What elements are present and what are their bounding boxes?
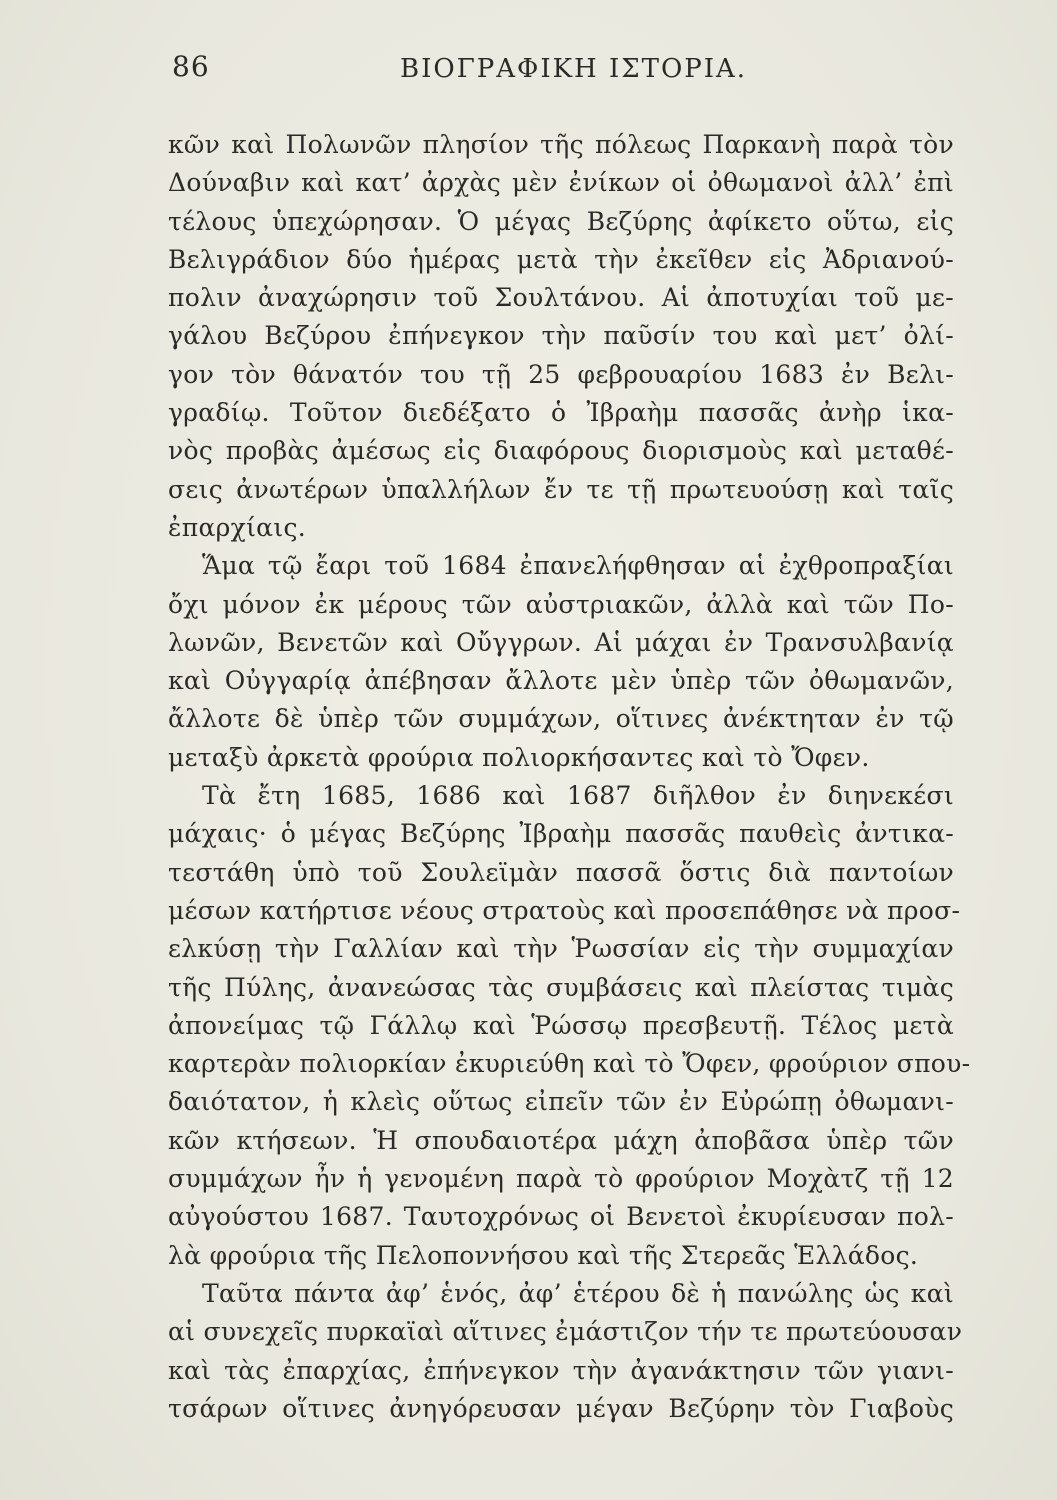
text-line: γραδίῳ. Τοῦτον διεδέξατο ὁ Ἰβραὴμ πασσᾶς ἀνὴρ ἱκα- [168,398,954,428]
text-line: καὶ Οὐγγαρίᾳ ἀπέβησαν ἄλλοτε μὲν ὑπὲρ τῶν ὀθωμανῶν, [168,666,954,696]
text-line: αἱ συνεχεῖς πυρκαϊαὶ αἵτινες ἐμάστιζον τήν τε πρωτεύουσαν [168,1317,963,1347]
text-line: τσάρων οἵτινες ἀνηγόρευσαν μέγαν Βεζύρην τὸν Γιαβοὺς [168,1393,954,1423]
text-line: Δούναβιν καὶ κατ’ ἀρχὰς μὲν ἐνίκων οἱ ὀθωμανοὶ ἀλλ’ ἐπὶ [168,168,954,198]
text-line: λωνῶν, Βενετῶν καὶ Οὔγγρων. Αἱ μάχαι ἐν Τρανσυλβανίᾳ [168,627,954,657]
text-line: σεις ἀνωτέρων ὑπαλλήλων ἔν τε τῇ πρωτευούσῃ καὶ ταῖς [168,474,954,504]
text-line: Ἅμα τῷ ἔαρι τοῦ 1684 ἐπανελήφθησαν αἱ ἐχθροπραξίαι [202,551,954,581]
text-line: λὰ φρούρια τῆς Πελοποννήσου καὶ τῆς Στερεᾶς Ἑλλάδος. [168,1240,919,1270]
text-line: μάχαις· ὁ μέγας Βεζύρης Ἰβραὴμ πασσᾶς παυθεὶς ἀντικα- [168,819,954,849]
text-line: νὸς προβὰς ἀμέσως εἰς διαφόρους διορισμοὺς καὶ μεταθέ- [168,436,954,466]
text-line: αὐγούστου 1687. Ταυτοχρόνως οἱ Βενετοὶ ἐκυρίευσαν πολ- [168,1202,954,1232]
text-line: τεστάθη ὑπὸ τοῦ Σουλεϊμὰν πασσᾶ ὅστις διὰ παντοίων [168,857,954,887]
text-line: γάλου Βεζύρου ἐπήνεγκον τὴν παῦσίν του καὶ μετ’ ὀλί- [168,321,954,351]
body-text [168,126,971,1428]
text-line: ἐπαρχίαις. [168,512,307,542]
text-line: μεταξὺ ἀρκετὰ φρούρια πολιορκήσαντες καὶ τὸ Ὄφεν. [168,742,870,772]
text-line: κῶν καὶ Πολωνῶν πλησίον τῆς πόλεως Παρκανὴ παρὰ τὸν [168,130,954,159]
running-head [172,50,952,100]
text-line: γον τὸν θάνατόν του τῇ 25 φεβρουαρίου 1683 ἐν Βελι- [168,359,954,389]
text-line: καρτερὰν πολιορκίαν ἐκυριεύθη καὶ τὸ Ὄφεν, φρούριον σπου- [168,1049,971,1079]
text-line: δαιότατον, ἡ κλεὶς οὕτως εἰπεῖν τῶν ἐν Εὐρώπῃ ὀθωμανι- [168,1087,954,1117]
text-line: καὶ τὰς ἐπαρχίας, ἐπήνεγκον τὴν ἀγανάκτησιν τῶν γιανι- [168,1355,954,1385]
text-line: Τὰ ἔτη 1685, 1686 καὶ 1687 διῆλθον ἐν διηνεκέσι [202,781,954,811]
text-line: ὄχι μόνον ἐκ μέρους τῶν αὐστριακῶν, ἀλλὰ καὶ τῶν Πο- [168,589,954,619]
text-line: Ταῦτα πάντα ἀφ’ ἑνός, ἀφ’ ἑτέρου δὲ ἡ πανώλης ὡς καὶ [202,1278,954,1308]
page-number: 86 [172,50,210,83]
running-title: ΒΙΟΓΡΑΦΙΚΗ ΙΣΤΟΡΙΑ. [400,54,748,84]
text-line: συμμάχων ἦν ἡ γενομένη παρὰ τὸ φρούριον Μοχὰτζ τῇ 12 [168,1164,954,1194]
text-line: ἀπονείμας τῷ Γάλλῳ καὶ Ῥώσσῳ πρεσβευτῇ. Τέλος μετὰ [168,1010,954,1040]
text-line: κῶν κτήσεων. Ἡ σπουδαιοτέρα μάχη ἀποβᾶσα ὑπὲρ τῶν [168,1125,954,1155]
text-line: ελκύσῃ τὴν Γαλλίαν καὶ τὴν Ῥωσσίαν εἰς τὴν συμμαχίαν [168,934,954,964]
text-line: τέλους ὑπεχώρησαν. Ὁ μέγας Βεζύρης ἀφίκετο οὕτω, εἰς [168,206,954,236]
text-line: Βελιγράδιον δύο ἡμέρας μετὰ τὴν ἐκεῖθεν εἰς Ἀδριανού- [168,244,954,274]
text-line: ἄλλοτε δὲ ὑπὲρ τῶν συμμάχων, οἵτινες ἀνέκτηταν ἐν τῷ [168,704,954,734]
text-line: τῆς Πύλης, ἀνανεώσας τὰς συμβάσεις καὶ πλείστας τιμὰς [168,972,954,1002]
text-line: πολιν ἀναχώρησιν τοῦ Σουλτάνου. Αἱ ἀποτυχίαι τοῦ με- [168,283,954,313]
text-line: μέσων κατήρτισε νέους στρατοὺς καὶ προσεπάθησε νὰ προσ- [168,895,961,925]
